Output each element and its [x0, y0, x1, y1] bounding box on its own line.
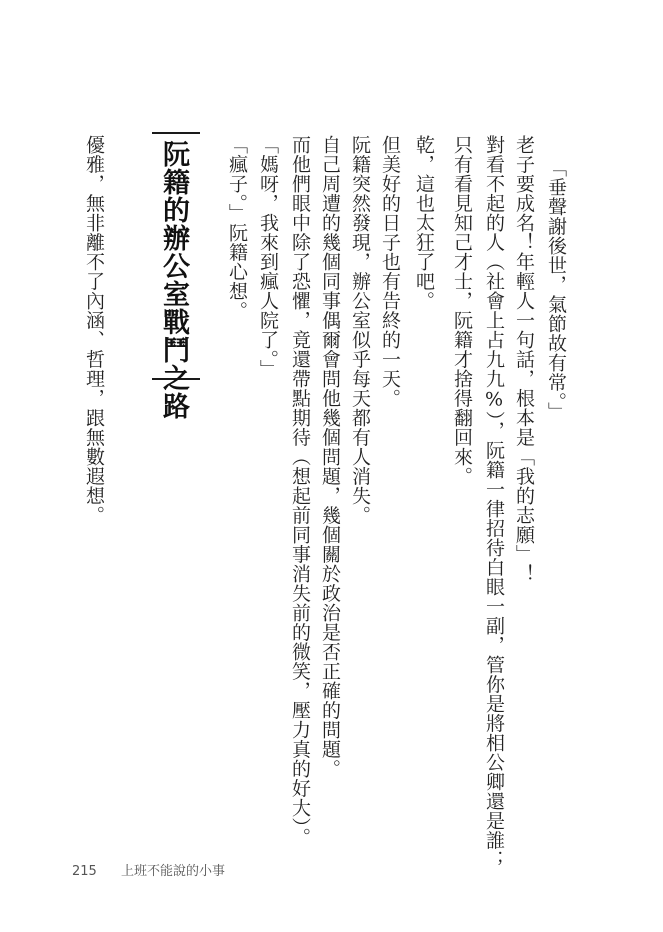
- text-line: 乾，這也太狂了吧。: [413, 135, 435, 311]
- text-line: 老子要成名！年輕人一句話，根本是「我的志願」！: [513, 135, 535, 584]
- page-footer: [72, 860, 225, 879]
- text-line: 自己周遭的幾個同事偶爾會問他幾個問題，幾個關於政治是否正確的問題。: [319, 135, 341, 779]
- text-line: 而他們眼中除了恐懼，竟還帶點期待（想起前同事消失前的微笑，壓力真的好大）。: [289, 135, 311, 847]
- page-number: 215: [72, 864, 97, 879]
- text-line: 「瘋子。」阮籍心想。: [226, 135, 248, 321]
- text-line: 但美好的日子也有告終的一天。: [379, 135, 401, 408]
- text-line: 「垂聲謝後世，氣節故有常。」: [545, 158, 567, 422]
- text-line: 只有看見知己才士，阮籍才捨得翻回來。: [451, 135, 473, 486]
- text-line: 優雅，無非離不了內涵、哲理，跟無數遐想。: [83, 135, 105, 525]
- text-line: 「媽呀，我來到瘋人院了。」: [257, 135, 279, 379]
- section-heading: 阮籍的辦公室戰鬥之路: [158, 140, 189, 420]
- running-title: 上班不能說的小事: [120, 864, 225, 879]
- text-line: 對看不起的人（社會上占九九%），阮籍一律招待白眼一副，管你是將相公卿還是誰；: [483, 135, 505, 870]
- text-line: 阮籍突然發現，辦公室似乎每天都有人消失。: [349, 135, 371, 525]
